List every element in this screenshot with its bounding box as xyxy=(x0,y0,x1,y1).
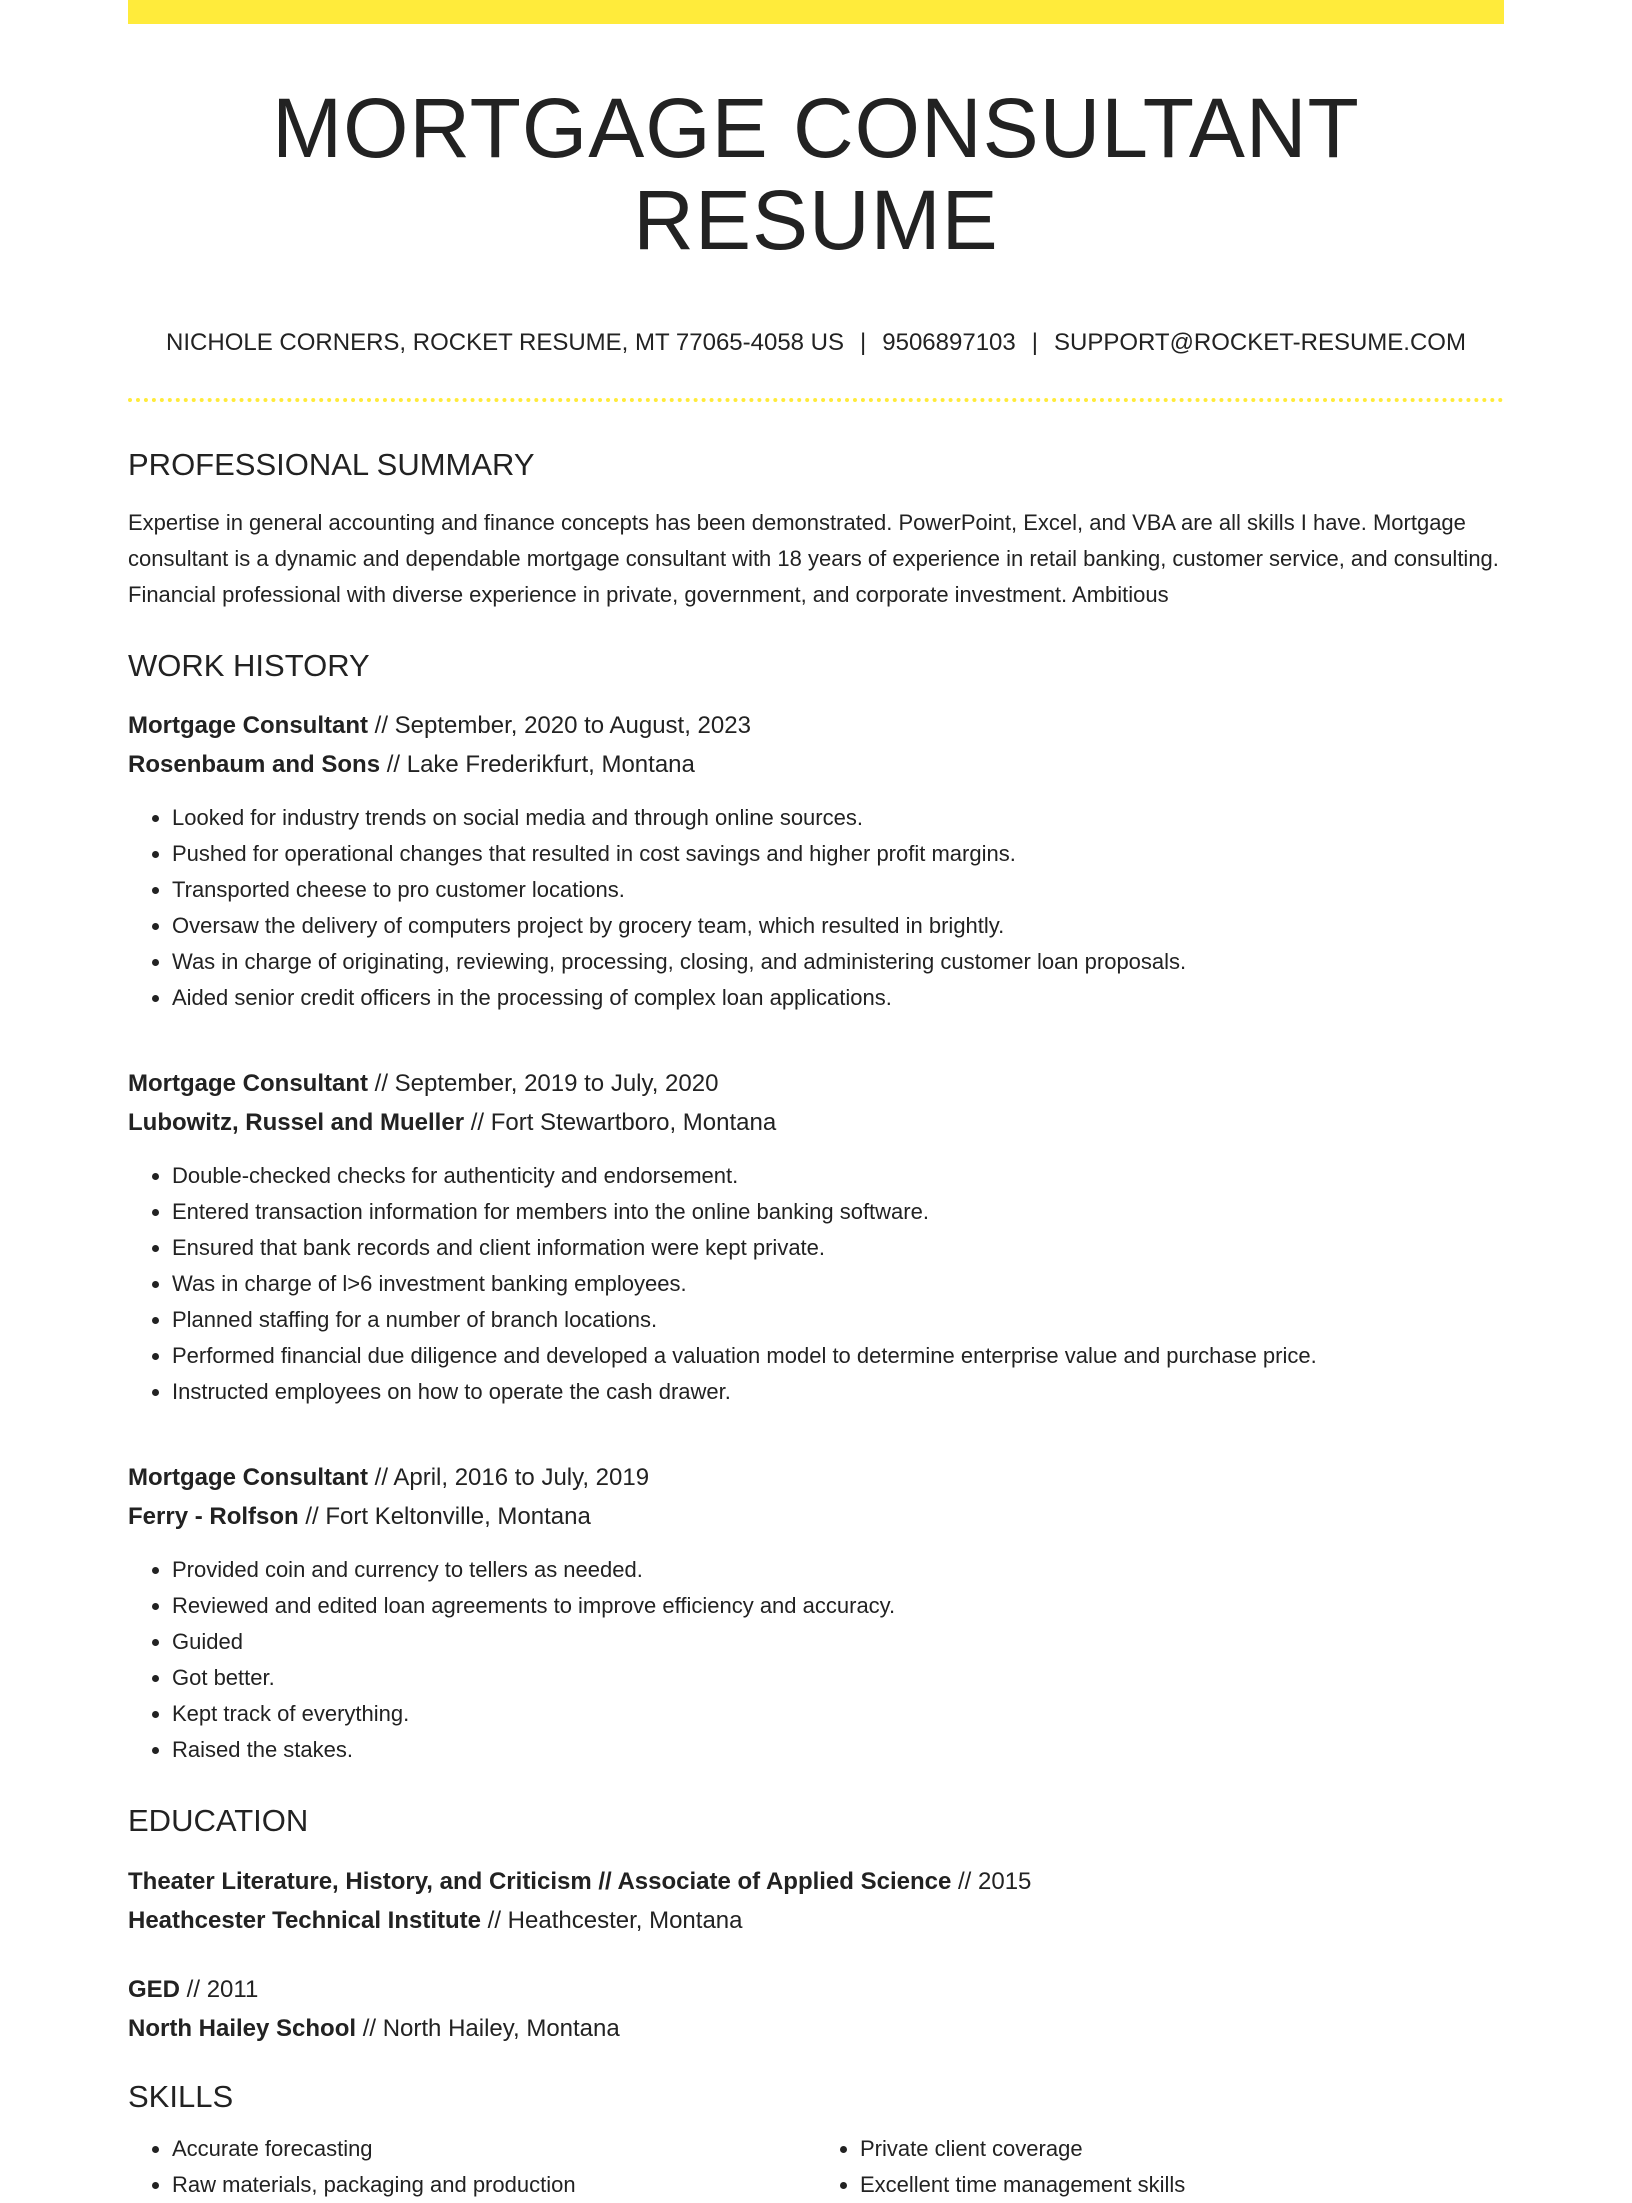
list-item: • Aided senior credit officers in the processing of complex loan applications. xyxy=(172,980,1504,1016)
contact-phone: 9506897103 xyxy=(882,328,1016,356)
list-item: • Was in charge of l>6 investment banking employees. xyxy=(172,1266,1504,1302)
list-item: • Ensured that bank records and client information were kept private. xyxy=(172,1230,1504,1266)
list-item: • Planned staffing for a number of branch locations. xyxy=(172,1302,1504,1338)
education-degree: GED xyxy=(128,1975,181,2003)
job-dates: // September, 2019 to July, 2020 xyxy=(368,1070,719,1098)
job-title-line xyxy=(128,1064,1504,1103)
job-entry xyxy=(128,706,1504,1016)
list-item: • Got better. xyxy=(172,1660,1504,1696)
job-title-line xyxy=(128,706,1504,745)
resume-page xyxy=(128,0,1504,2203)
list-item: • Raised the stakes. xyxy=(172,1732,1504,1768)
list-item: • Pushed for operational changes that resulted in cost savings and higher profit margins. xyxy=(172,836,1504,872)
list-item: • Accurate forecasting xyxy=(172,2131,816,2167)
job-location: // Fort Keltonville, Montana xyxy=(298,1503,591,1531)
job-bullets xyxy=(128,1158,1504,1410)
skills-column-right xyxy=(816,2131,1504,2203)
education-school: Heathcester Technical Institute xyxy=(128,1906,481,1934)
contact-address: NICHOLE CORNERS, ROCKET RESUME, MT 77065-4058 US xyxy=(166,328,845,356)
education-location: // Heathcester, Montana xyxy=(481,1906,743,1934)
job-entry xyxy=(128,1064,1504,1410)
list-item: • Raw materials, packaging and production xyxy=(172,2167,816,2203)
work-history-heading: WORK HISTORY xyxy=(128,648,370,684)
education-list xyxy=(128,1862,1504,2048)
contact-line xyxy=(128,327,1504,358)
education-entry xyxy=(128,1970,1504,2048)
education-heading: EDUCATION xyxy=(128,1803,309,1839)
education-school-line xyxy=(128,1901,1504,1940)
job-title: Mortgage Consultant xyxy=(128,712,368,740)
contact-email: SUPPORT@ROCKET-RESUME.COM xyxy=(1053,328,1466,356)
education-school: North Hailey School xyxy=(128,2014,357,2042)
list-item: • Looked for industry trends on social media and through online sources. xyxy=(172,800,1504,836)
job-location: // Fort Stewartboro, Montana xyxy=(464,1109,777,1137)
job-company-line xyxy=(128,745,1504,784)
job-company: Ferry - Rolfson xyxy=(128,1503,299,1531)
job-entry xyxy=(128,1458,1504,1768)
job-company-line xyxy=(128,1497,1504,1536)
education-year: // 2011 xyxy=(180,1975,259,2003)
top-accent-bar xyxy=(128,0,1504,24)
education-degree-line xyxy=(128,1862,1504,1901)
summary-text: Expertise in general accounting and finance concepts has been demonstrated. PowerPoint, Excel, and VBA are all skills I have. Mortgage consultant is a dynamic and dependable mortgage consultant with 18 years of experience in retail banking, customer service, and consulting. Financial professional with diverse experience in private, government, and corporate investment. Ambitious xyxy=(128,510,1499,608)
job-bullets xyxy=(128,1552,1504,1768)
job-title: Mortgage Consultant xyxy=(128,1464,368,1492)
job-bullets xyxy=(128,800,1504,1016)
list-item: • Private client coverage xyxy=(860,2131,1504,2167)
job-company: Rosenbaum and Sons xyxy=(128,751,381,779)
list-item: • Provided coin and currency to tellers as needed. xyxy=(172,1552,1504,1588)
page-title: MORTGAGE CONSULTANT RESUME xyxy=(272,81,1360,268)
list-item: • Was in charge of originating, reviewing, processing, closing, and administering customer loan proposals. xyxy=(172,944,1504,980)
contact-separator: | xyxy=(860,328,867,356)
header-divider xyxy=(128,398,1504,402)
list-item: • Performed financial due diligence and developed a valuation model to determine enterprise value and purchase price. xyxy=(172,1338,1504,1374)
education-location: // North Hailey, Montana xyxy=(356,2014,620,2042)
job-company: Lubowitz, Russel and Mueller xyxy=(128,1109,465,1137)
job-dates: // April, 2016 to July, 2019 xyxy=(368,1464,650,1492)
list-item: • Excellent time management skills xyxy=(860,2167,1504,2203)
list-item: • Kept track of everything. xyxy=(172,1696,1504,1732)
job-title-line xyxy=(128,1458,1504,1497)
list-item: • Double-checked checks for authenticity and endorsement. xyxy=(172,1158,1504,1194)
education-entry xyxy=(128,1862,1504,1940)
skills-column-left xyxy=(128,2131,816,2203)
education-degree-line xyxy=(128,1970,1504,2009)
education-year: // 2015 xyxy=(951,1867,1032,1895)
education-degree: Theater Literature, History, and Criticism // Associate of Applied Science xyxy=(128,1867,952,1895)
contact-separator: | xyxy=(1031,328,1038,356)
job-title: Mortgage Consultant xyxy=(128,1070,368,1098)
job-location: // Lake Frederikfurt, Montana xyxy=(380,751,695,779)
list-item: • Reviewed and edited loan agreements to improve efficiency and accuracy. xyxy=(172,1588,1504,1624)
job-company-line xyxy=(128,1103,1504,1142)
summary-heading: PROFESSIONAL SUMMARY xyxy=(128,446,535,482)
work-history-list xyxy=(128,706,1504,1768)
skills-list xyxy=(128,2131,1504,2203)
list-item: • Guided xyxy=(172,1624,1504,1660)
list-item: • Transported cheese to pro customer locations. xyxy=(172,872,1504,908)
list-item: • Oversaw the delivery of computers project by grocery team, which resulted in brightly. xyxy=(172,908,1504,944)
job-dates: // September, 2020 to August, 2023 xyxy=(368,712,751,740)
skills-heading: SKILLS xyxy=(128,2078,234,2114)
list-item: • Entered transaction information for members into the online banking software. xyxy=(172,1194,1504,1230)
list-item: • Instructed employees on how to operate the cash drawer. xyxy=(172,1374,1504,1410)
education-school-line xyxy=(128,2009,1504,2048)
